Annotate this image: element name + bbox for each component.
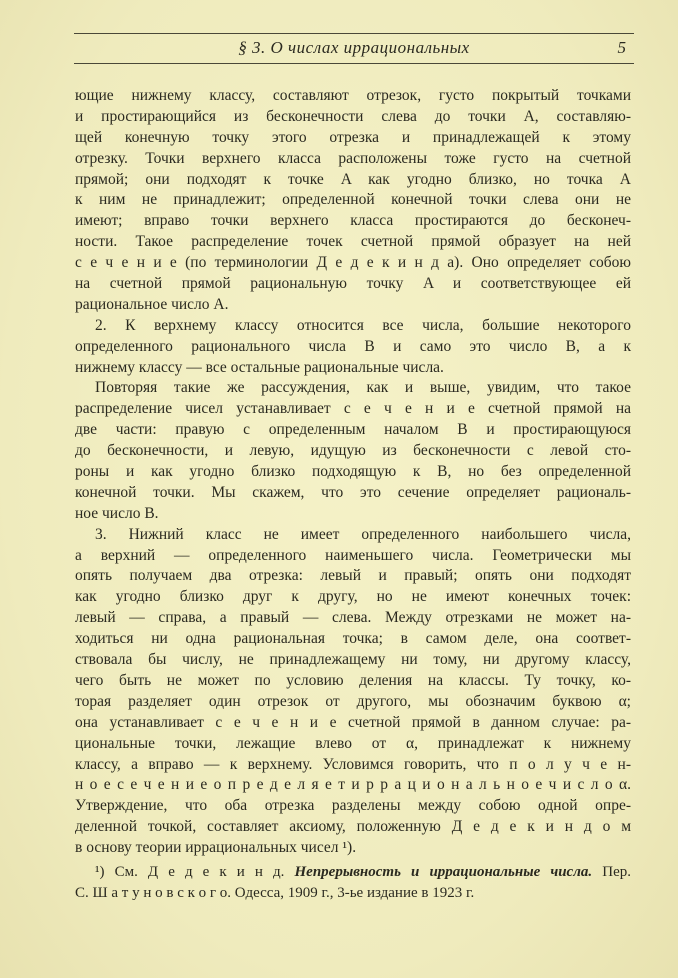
text-line: в основу теории иррациональных чисел ¹). — [75, 839, 357, 857]
text-line: до бесконечности, и левую, идущую из бесконечности с левой сто- — [75, 442, 631, 460]
text-line: торая разделяет один отрезок от другого, мы обозначим буквою α; — [75, 692, 631, 710]
text-line: 2. К верхнему классу относится все числа, большие некоторого — [95, 316, 631, 334]
body-text — [75, 86, 631, 859]
text-line: с е ч е н и е (по терминологии Д е д е к и н д а). Оно определяет собою — [75, 254, 631, 272]
text-line: опять получаем два отрезка: левый и правый; опять они подходят — [75, 567, 631, 585]
text-line: щей конечную точку этого отрезка и принадлежащей к этому — [75, 128, 631, 146]
footnote-line: С. Ш а т у н о в с к о г о. Одесса, 1909 г., 3-ье издание в 1923 г. — [75, 884, 475, 901]
paragraph — [75, 86, 631, 316]
paragraph — [75, 316, 631, 379]
text-line: распределение чисел устанавливает с е ч е н и е счетной прямой на — [75, 400, 631, 418]
text-line: к ним не принадлежит; определенной конечной точки слева они не — [75, 191, 631, 209]
text-line: ности. Такое распределение точек счетной прямой образует на ней — [75, 233, 631, 251]
footnote-line — [75, 862, 631, 883]
text-line: а верхний — определенного наименьшего числа. Геометрически мы — [75, 546, 631, 564]
text-line: циональные точки, лежащие влево от α, принадлежат к нижнему — [75, 734, 631, 752]
text-line: ющие нижнему классу, составляют отрезок, густо покрытый точками — [75, 87, 631, 104]
footnote-ref: ¹) См. Д е д е к и н д. — [95, 864, 285, 880]
text-line: она устанавливает с е ч е н и е счетной прямой в данном случае: ра- — [75, 713, 631, 731]
text-line: на счетной прямой рациональную точку A и соответствующее ей — [75, 275, 631, 293]
header-top-rule — [74, 33, 634, 34]
text-line: как угодно близко друг к другу, но не имеют конечных точек: — [75, 588, 631, 606]
text-line: Утверждение, что оба отрезка разделены между собою одной опре- — [75, 797, 631, 815]
header-bottom-rule — [74, 63, 634, 64]
text-line: ствовала бы числу, не принадлежащему ни тому, ни другому классу, — [75, 651, 631, 669]
text-line: определенного рационального числа B и само это число B, а к — [75, 337, 631, 355]
text-line: 3. Нижний класс не имеет определенного наибольшего числа, — [95, 525, 631, 543]
paragraph — [75, 525, 631, 859]
text-line: н о е с е ч е н и е о п р е д е л я е т и р р а ц и о н а л ь н о е ч и с л о α. — [75, 776, 631, 794]
text-line: две части: правую с определенным началом B и простирающуюся — [75, 421, 631, 439]
text-line: прямой; они подходят к точке A как угодно близко, но точка A — [75, 170, 631, 188]
running-header-title: § 3. О числах иррациональных — [238, 38, 470, 57]
text-line: имеют; вправо точки верхнего класса простираются до бесконеч- — [75, 212, 631, 230]
text-line: Повторяя такие же рассуждения, как и выше, увидим, что такое — [95, 379, 631, 397]
text-line: рациональное число A. — [75, 295, 229, 313]
footnote-cited-title: Непрерывность и иррациональные числа. — [294, 864, 593, 880]
text-line: левый — справа, а правый — слева. Между отрезками не может на- — [75, 609, 631, 627]
footnote — [75, 862, 631, 903]
text-line: ходиться ни одна рациональная точка; в самом деле, она соответ- — [75, 630, 631, 648]
text-line: нижнему классу — все остальные рациональные числа. — [75, 358, 444, 376]
text-line: роны и как угодно близко подходящую к B, но без определенной — [75, 463, 631, 481]
footnote-translator-label: Пер. — [602, 864, 632, 880]
text-line: деленной точкой, составляет аксиому, положенную Д е д е к и н д о м — [75, 818, 631, 836]
text-line: классу, а вправо — к верхнему. Условимся говорить, что п о л у ч е н- — [75, 755, 631, 773]
text-line: и простирающийся из бесконечности слева до точки A, составляю- — [75, 107, 631, 125]
text-line: отрезку. Точки верхнего класса расположены тоже густо на счетной — [75, 149, 631, 167]
paragraph — [75, 378, 631, 524]
text-line: чего быть не может по условию деления на классы. Ту точку, ко- — [75, 671, 631, 689]
page-number: 5 — [617, 38, 626, 57]
text-line: ное число B. — [75, 504, 159, 522]
text-line: конечной точки. Мы скажем, что это сечение определяет рациональ- — [75, 483, 631, 501]
